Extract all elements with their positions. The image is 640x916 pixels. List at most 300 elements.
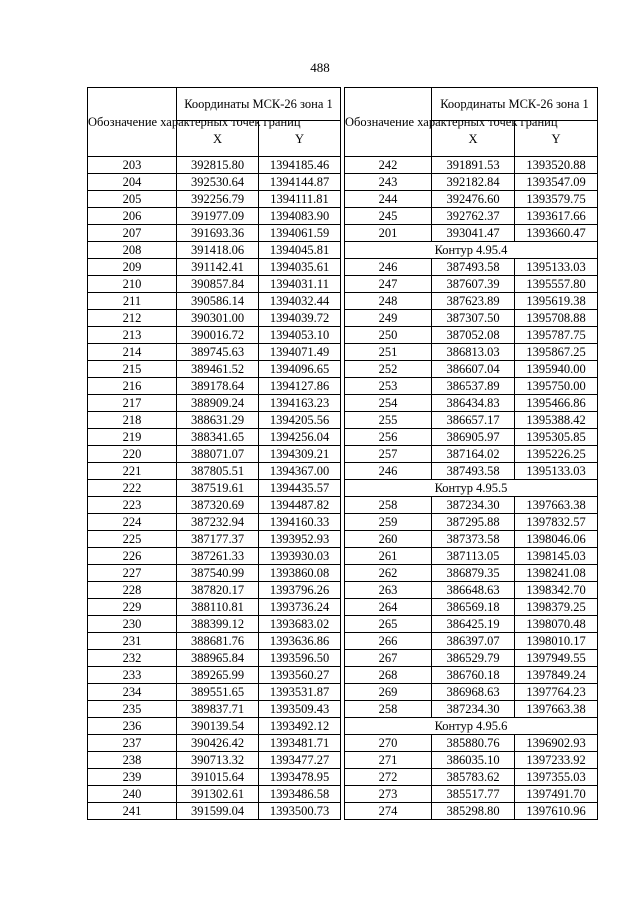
table-row [88,565,341,582]
y-coordinate-cell: 1397764.23 [515,684,598,701]
header-point-label: Обозначение характерных точек границ [345,88,432,157]
table-row [88,684,341,701]
y-coordinate-cell: 1393477.27 [259,752,341,769]
x-coordinate-cell: 386425.19 [432,616,515,633]
point-id-cell: 244 [345,191,432,208]
y-coordinate-cell: 1395867.25 [515,344,598,361]
point-id-cell: 272 [345,769,432,786]
point-id-cell: 242 [345,157,432,174]
point-id-cell: 253 [345,378,432,395]
table-row [88,650,341,667]
point-id-cell: 264 [345,599,432,616]
header-coords-label: Координаты МСК-26 зона 1 [177,88,341,121]
table-row [88,463,341,480]
x-coordinate-cell: 387805.51 [177,463,259,480]
point-id-cell: 229 [88,599,177,616]
x-coordinate-cell: 387177.37 [177,531,259,548]
x-coordinate-cell: 392530.64 [177,174,259,191]
y-coordinate-cell: 1393660.47 [515,225,598,242]
y-coordinate-cell: 1397491.70 [515,786,598,803]
x-coordinate-cell: 385517.77 [432,786,515,803]
y-coordinate-cell: 1398145.03 [515,548,598,565]
x-coordinate-cell: 387607.39 [432,276,515,293]
x-coordinate-cell: 388681.76 [177,633,259,650]
coordinates-table-right [344,87,598,820]
x-coordinate-cell: 389265.99 [177,667,259,684]
y-coordinate-cell: 1394061.59 [259,225,341,242]
x-coordinate-cell: 387540.99 [177,565,259,582]
y-coordinate-cell: 1393617.66 [515,208,598,225]
point-id-cell: 206 [88,208,177,225]
table-row [345,463,598,480]
y-coordinate-cell: 1395750.00 [515,378,598,395]
point-id-cell: 214 [88,344,177,361]
point-id-cell: 216 [88,378,177,395]
x-coordinate-cell: 386879.35 [432,565,515,582]
table-row [88,616,341,633]
table-row [88,378,341,395]
x-coordinate-cell: 387295.88 [432,514,515,531]
table-row [345,786,598,803]
x-coordinate-cell: 391977.09 [177,208,259,225]
table-row [88,412,341,429]
table-row [345,157,598,174]
y-coordinate-cell: 1394071.49 [259,344,341,361]
y-coordinate-cell: 1398379.25 [515,599,598,616]
y-coordinate-cell: 1393509.43 [259,701,341,718]
table-row [345,429,598,446]
x-coordinate-cell: 386607.04 [432,361,515,378]
table-row [88,174,341,191]
table-row [345,310,598,327]
table-row [345,276,598,293]
table-row [345,752,598,769]
y-coordinate-cell: 1395708.88 [515,310,598,327]
x-coordinate-cell: 386434.83 [432,395,515,412]
point-id-cell: 211 [88,293,177,310]
y-coordinate-cell: 1393736.24 [259,599,341,616]
y-coordinate-cell: 1394163.23 [259,395,341,412]
point-id-cell: 203 [88,157,177,174]
y-coordinate-cell: 1397832.57 [515,514,598,531]
x-coordinate-cell: 387493.58 [432,463,515,480]
table-row [345,225,598,242]
point-id-cell: 247 [345,276,432,293]
x-coordinate-cell: 391693.36 [177,225,259,242]
y-coordinate-cell: 1397355.03 [515,769,598,786]
table-row [345,395,598,412]
table-row [88,344,341,361]
point-id-cell: 234 [88,684,177,701]
x-coordinate-cell: 388965.84 [177,650,259,667]
x-coordinate-cell: 389837.71 [177,701,259,718]
table-row [345,565,598,582]
y-coordinate-cell: 1394160.33 [259,514,341,531]
y-coordinate-cell: 1393520.88 [515,157,598,174]
contour-label: Контур 4.95.4 [345,242,598,259]
table-row [88,531,341,548]
contour-row [345,480,598,497]
x-coordinate-cell: 391302.61 [177,786,259,803]
y-coordinate-cell: 1395305.85 [515,429,598,446]
y-coordinate-cell: 1396902.93 [515,735,598,752]
point-id-cell: 267 [345,650,432,667]
x-coordinate-cell: 392815.80 [177,157,259,174]
table-row [88,225,341,242]
point-id-cell: 220 [88,446,177,463]
point-id-cell: 256 [345,429,432,446]
y-coordinate-cell: 1398342.70 [515,582,598,599]
point-id-cell: 255 [345,412,432,429]
point-id-cell: 268 [345,667,432,684]
point-id-cell: 241 [88,803,177,820]
point-id-cell: 232 [88,650,177,667]
table-row [88,582,341,599]
y-coordinate-cell: 1395133.03 [515,259,598,276]
header-x-label: X [432,121,515,157]
y-coordinate-cell: 1398241.08 [515,565,598,582]
x-coordinate-cell: 390713.32 [177,752,259,769]
header-point-label: Обозначение характерных точек границ [88,88,177,157]
table-row [345,378,598,395]
x-coordinate-cell: 386537.89 [432,378,515,395]
x-coordinate-cell: 389461.52 [177,361,259,378]
table-row [345,191,598,208]
y-coordinate-cell: 1393547.09 [515,174,598,191]
table-row [345,293,598,310]
y-coordinate-cell: 1397663.38 [515,701,598,718]
table-row [345,174,598,191]
table-row [88,735,341,752]
point-id-cell: 252 [345,361,432,378]
point-id-cell: 228 [88,582,177,599]
point-id-cell: 226 [88,548,177,565]
x-coordinate-cell: 390016.72 [177,327,259,344]
header-x-label: X [177,121,259,157]
y-coordinate-cell: 1394035.61 [259,259,341,276]
table-row [345,446,598,463]
table-row [88,786,341,803]
y-coordinate-cell: 1397610.96 [515,803,598,820]
y-coordinate-cell: 1394039.72 [259,310,341,327]
point-id-cell: 218 [88,412,177,429]
x-coordinate-cell: 389551.65 [177,684,259,701]
table-row [88,446,341,463]
point-id-cell: 201 [345,225,432,242]
table-row [345,769,598,786]
y-coordinate-cell: 1393930.03 [259,548,341,565]
contour-label: Контур 4.95.5 [345,480,598,497]
y-coordinate-cell: 1395787.75 [515,327,598,344]
table-row [88,208,341,225]
x-coordinate-cell: 386397.07 [432,633,515,650]
table-row [88,429,341,446]
x-coordinate-cell: 390426.42 [177,735,259,752]
y-coordinate-cell: 1393486.58 [259,786,341,803]
header-coords-label: Координаты МСК-26 зона 1 [432,88,598,121]
y-coordinate-cell: 1394127.86 [259,378,341,395]
header-y-label: Y [515,121,598,157]
table-row [345,650,598,667]
x-coordinate-cell: 387234.30 [432,497,515,514]
y-coordinate-cell: 1393500.73 [259,803,341,820]
table-row [88,718,341,735]
x-coordinate-cell: 391418.06 [177,242,259,259]
table-row [345,701,598,718]
table-row [88,599,341,616]
point-id-cell: 271 [345,752,432,769]
table-row [88,191,341,208]
table-row [88,242,341,259]
y-coordinate-cell: 1395940.00 [515,361,598,378]
x-coordinate-cell: 387307.50 [432,310,515,327]
y-coordinate-cell: 1393531.87 [259,684,341,701]
x-coordinate-cell: 392256.79 [177,191,259,208]
table-row [88,310,341,327]
y-coordinate-cell: 1394083.90 [259,208,341,225]
point-id-cell: 236 [88,718,177,735]
y-coordinate-cell: 1393579.75 [515,191,598,208]
point-id-cell: 260 [345,531,432,548]
point-id-cell: 248 [345,293,432,310]
point-id-cell: 227 [88,565,177,582]
y-coordinate-cell: 1394435.57 [259,480,341,497]
point-id-cell: 204 [88,174,177,191]
y-coordinate-cell: 1394111.81 [259,191,341,208]
contour-label: Контур 4.95.6 [345,718,598,735]
point-id-cell: 257 [345,446,432,463]
x-coordinate-cell: 392476.60 [432,191,515,208]
x-coordinate-cell: 387493.58 [432,259,515,276]
y-coordinate-cell: 1397663.38 [515,497,598,514]
point-id-cell: 224 [88,514,177,531]
y-coordinate-cell: 1393560.27 [259,667,341,684]
x-coordinate-cell: 386035.10 [432,752,515,769]
table-row [345,327,598,344]
x-coordinate-cell: 386813.03 [432,344,515,361]
y-coordinate-cell: 1398010.17 [515,633,598,650]
point-id-cell: 245 [345,208,432,225]
point-id-cell: 231 [88,633,177,650]
y-coordinate-cell: 1394032.44 [259,293,341,310]
table-row [345,514,598,531]
x-coordinate-cell: 390301.00 [177,310,259,327]
y-coordinate-cell: 1394045.81 [259,242,341,259]
point-id-cell: 269 [345,684,432,701]
y-coordinate-cell: 1394367.00 [259,463,341,480]
y-coordinate-cell: 1393952.93 [259,531,341,548]
table-row [88,157,341,174]
table-row [345,259,598,276]
y-coordinate-cell: 1394144.87 [259,174,341,191]
contour-row [345,242,598,259]
table-row [88,480,341,497]
x-coordinate-cell: 388399.12 [177,616,259,633]
table-row [88,327,341,344]
y-coordinate-cell: 1397233.92 [515,752,598,769]
y-coordinate-cell: 1393478.95 [259,769,341,786]
x-coordinate-cell: 388909.24 [177,395,259,412]
point-id-cell: 259 [345,514,432,531]
y-coordinate-cell: 1395226.25 [515,446,598,463]
point-id-cell: 243 [345,174,432,191]
x-coordinate-cell: 385783.62 [432,769,515,786]
y-coordinate-cell: 1394256.04 [259,429,341,446]
table-row [345,667,598,684]
table-row [88,361,341,378]
x-coordinate-cell: 388071.07 [177,446,259,463]
x-coordinate-cell: 386968.63 [432,684,515,701]
table-row [345,735,598,752]
x-coordinate-cell: 392182.84 [432,174,515,191]
y-coordinate-cell: 1394096.65 [259,361,341,378]
table-row [88,276,341,293]
x-coordinate-cell: 389745.63 [177,344,259,361]
point-id-cell: 235 [88,701,177,718]
y-coordinate-cell: 1394309.21 [259,446,341,463]
point-id-cell: 266 [345,633,432,650]
table-row [88,259,341,276]
x-coordinate-cell: 387113.05 [432,548,515,565]
point-id-cell: 273 [345,786,432,803]
table-row [345,599,598,616]
point-id-cell: 230 [88,616,177,633]
x-coordinate-cell: 387052.08 [432,327,515,344]
y-coordinate-cell: 1394205.56 [259,412,341,429]
point-id-cell: 246 [345,463,432,480]
table-row [88,769,341,786]
x-coordinate-cell: 391891.53 [432,157,515,174]
x-coordinate-cell: 388110.81 [177,599,259,616]
y-coordinate-cell: 1398070.48 [515,616,598,633]
x-coordinate-cell: 391015.64 [177,769,259,786]
table-row [345,531,598,548]
x-coordinate-cell: 390586.14 [177,293,259,310]
y-coordinate-cell: 1393481.71 [259,735,341,752]
table-row [345,548,598,565]
table-row [88,293,341,310]
point-id-cell: 240 [88,786,177,803]
y-coordinate-cell: 1397849.24 [515,667,598,684]
point-id-cell: 251 [345,344,432,361]
y-coordinate-cell: 1393860.08 [259,565,341,582]
point-id-cell: 250 [345,327,432,344]
x-coordinate-cell: 386529.79 [432,650,515,667]
point-id-cell: 221 [88,463,177,480]
table-row [345,616,598,633]
contour-row [345,718,598,735]
x-coordinate-cell: 388341.65 [177,429,259,446]
point-id-cell: 246 [345,259,432,276]
y-coordinate-cell: 1394185.46 [259,157,341,174]
table-row [345,208,598,225]
point-id-cell: 274 [345,803,432,820]
x-coordinate-cell: 390857.84 [177,276,259,293]
y-coordinate-cell: 1393492.12 [259,718,341,735]
y-coordinate-cell: 1395133.03 [515,463,598,480]
point-id-cell: 205 [88,191,177,208]
point-id-cell: 223 [88,497,177,514]
table-row [88,395,341,412]
x-coordinate-cell: 387320.69 [177,497,259,514]
point-id-cell: 254 [345,395,432,412]
x-coordinate-cell: 386905.97 [432,429,515,446]
table-row [345,633,598,650]
table-row [88,633,341,650]
x-coordinate-cell: 387820.17 [177,582,259,599]
point-id-cell: 262 [345,565,432,582]
table-row [88,514,341,531]
point-id-cell: 207 [88,225,177,242]
y-coordinate-cell: 1394031.11 [259,276,341,293]
table-row [88,803,341,820]
point-id-cell: 215 [88,361,177,378]
point-id-cell: 265 [345,616,432,633]
y-coordinate-cell: 1395466.86 [515,395,598,412]
point-id-cell: 261 [345,548,432,565]
x-coordinate-cell: 387232.94 [177,514,259,531]
table-row [345,412,598,429]
table-row [345,344,598,361]
x-coordinate-cell: 388631.29 [177,412,259,429]
table-row [345,803,598,820]
x-coordinate-cell: 392762.37 [432,208,515,225]
point-id-cell: 225 [88,531,177,548]
point-id-cell: 270 [345,735,432,752]
table-row [88,752,341,769]
point-id-cell: 213 [88,327,177,344]
x-coordinate-cell: 385298.80 [432,803,515,820]
x-coordinate-cell: 387623.89 [432,293,515,310]
y-coordinate-cell: 1395557.80 [515,276,598,293]
x-coordinate-cell: 391599.04 [177,803,259,820]
y-coordinate-cell: 1395388.42 [515,412,598,429]
x-coordinate-cell: 389178.64 [177,378,259,395]
point-id-cell: 239 [88,769,177,786]
table-row [88,667,341,684]
x-coordinate-cell: 387234.30 [432,701,515,718]
point-id-cell: 258 [345,497,432,514]
point-id-cell: 209 [88,259,177,276]
table-row [345,582,598,599]
point-id-cell: 222 [88,480,177,497]
table-row [88,701,341,718]
x-coordinate-cell: 391142.41 [177,259,259,276]
x-coordinate-cell: 385880.76 [432,735,515,752]
point-id-cell: 210 [88,276,177,293]
y-coordinate-cell: 1395619.38 [515,293,598,310]
point-id-cell: 217 [88,395,177,412]
table-row [345,497,598,514]
header-y-label: Y [259,121,341,157]
x-coordinate-cell: 387164.02 [432,446,515,463]
x-coordinate-cell: 387261.33 [177,548,259,565]
point-id-cell: 249 [345,310,432,327]
point-id-cell: 212 [88,310,177,327]
x-coordinate-cell: 387519.61 [177,480,259,497]
x-coordinate-cell: 386760.18 [432,667,515,684]
point-id-cell: 208 [88,242,177,259]
page-number: 488 [310,60,330,75]
y-coordinate-cell: 1393596.50 [259,650,341,667]
table-row [345,361,598,378]
point-id-cell: 258 [345,701,432,718]
y-coordinate-cell: 1398046.06 [515,531,598,548]
point-id-cell: 219 [88,429,177,446]
point-id-cell: 238 [88,752,177,769]
x-coordinate-cell: 386657.17 [432,412,515,429]
coordinates-table-left [87,87,341,820]
